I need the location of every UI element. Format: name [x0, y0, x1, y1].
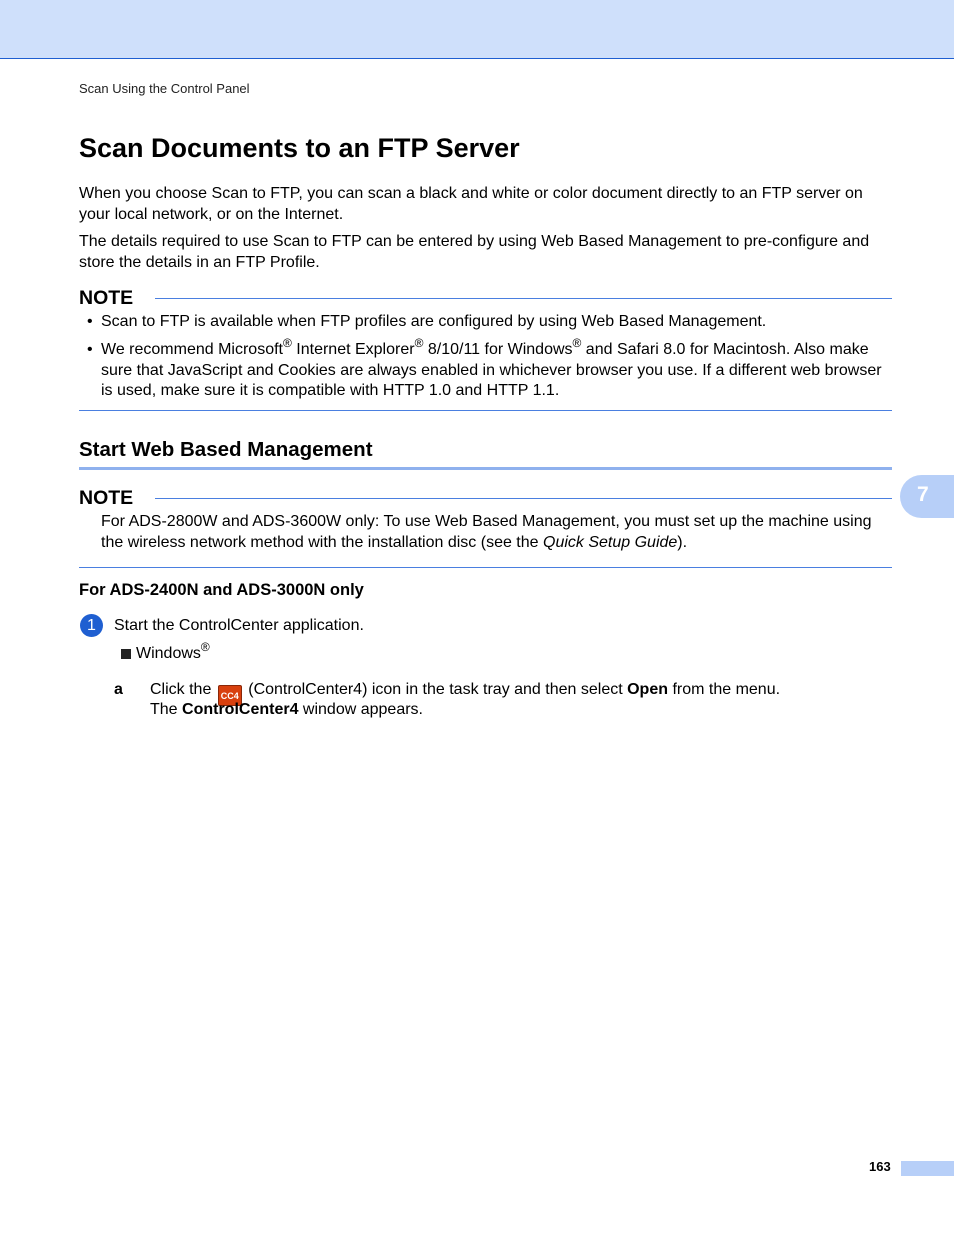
step-1-text: Start the ControlCenter application.	[114, 617, 364, 634]
intro-paragraph-1: When you choose Scan to FTP, you can scan a black and white or color document directly to an FTP server on your local network, or on the Internet.	[79, 185, 863, 223]
registered-mark: ®	[414, 335, 424, 350]
note-bullet-2: We recommend Microsoft® Internet Explorer® 8/10/11 for Windows® and Safari 8.0 for Macintosh. Also make sure that JavaScript and Cookies are always enabled in whichever browser you use. If a different web browser is used, make sure it is compatible with HTTP 1.0 and HTTP 1.1.	[101, 335, 882, 399]
registered-mark: ®	[200, 639, 210, 654]
note-2-text: For ADS-2800W and ADS-3600W only: To use Web Based Management, you must set up the machine using the wireless network method with the installation disc (see the Quick Setup Guide).	[101, 513, 872, 551]
chapter-tab	[900, 475, 954, 518]
step-number-badge: 1	[80, 614, 103, 637]
subsection-title: For ADS-2400N and ADS-3000N only	[79, 581, 364, 599]
sub-step-a-line-1: Click the CC4 (ControlCenter4) icon in the task tray and then select Open from the menu.	[150, 680, 780, 706]
header-band	[0, 0, 954, 59]
intro-paragraph-2: The details required to use Scan to FTP can be entered by using Web Based Management to pre-configure and store the details in an FTP Profile.	[79, 233, 870, 271]
running-head: Scan Using the Control Panel	[79, 81, 250, 96]
note-end-rule	[79, 410, 892, 411]
bullet-marker: •	[87, 341, 93, 358]
square-bullet-icon	[121, 649, 131, 659]
page-number-tab	[901, 1161, 954, 1176]
note-heading: NOTE	[79, 487, 134, 509]
section-title: Start Web Based Management	[79, 438, 373, 461]
registered-mark: ®	[572, 335, 582, 350]
note-rule	[155, 498, 892, 499]
registered-mark: ®	[282, 335, 292, 350]
page-number: 163	[869, 1159, 891, 1174]
note-end-rule	[79, 567, 892, 568]
note-rule	[155, 298, 892, 299]
chapter-number: 7	[917, 483, 929, 506]
section-rule	[79, 467, 892, 470]
bullet-marker: •	[87, 313, 93, 330]
sub-step-letter: a	[114, 681, 123, 698]
controlcenter4-icon: CC4	[218, 685, 242, 706]
page-title: Scan Documents to an FTP Server	[79, 133, 520, 163]
note-heading: NOTE	[79, 287, 134, 309]
note-bullet-1: Scan to FTP is available when FTP profiles are configured by using Web Based Management.	[101, 313, 767, 330]
sub-step-a-line-2: The ControlCenter4 window appears.	[150, 701, 423, 718]
os-label: Windows®	[136, 639, 210, 662]
